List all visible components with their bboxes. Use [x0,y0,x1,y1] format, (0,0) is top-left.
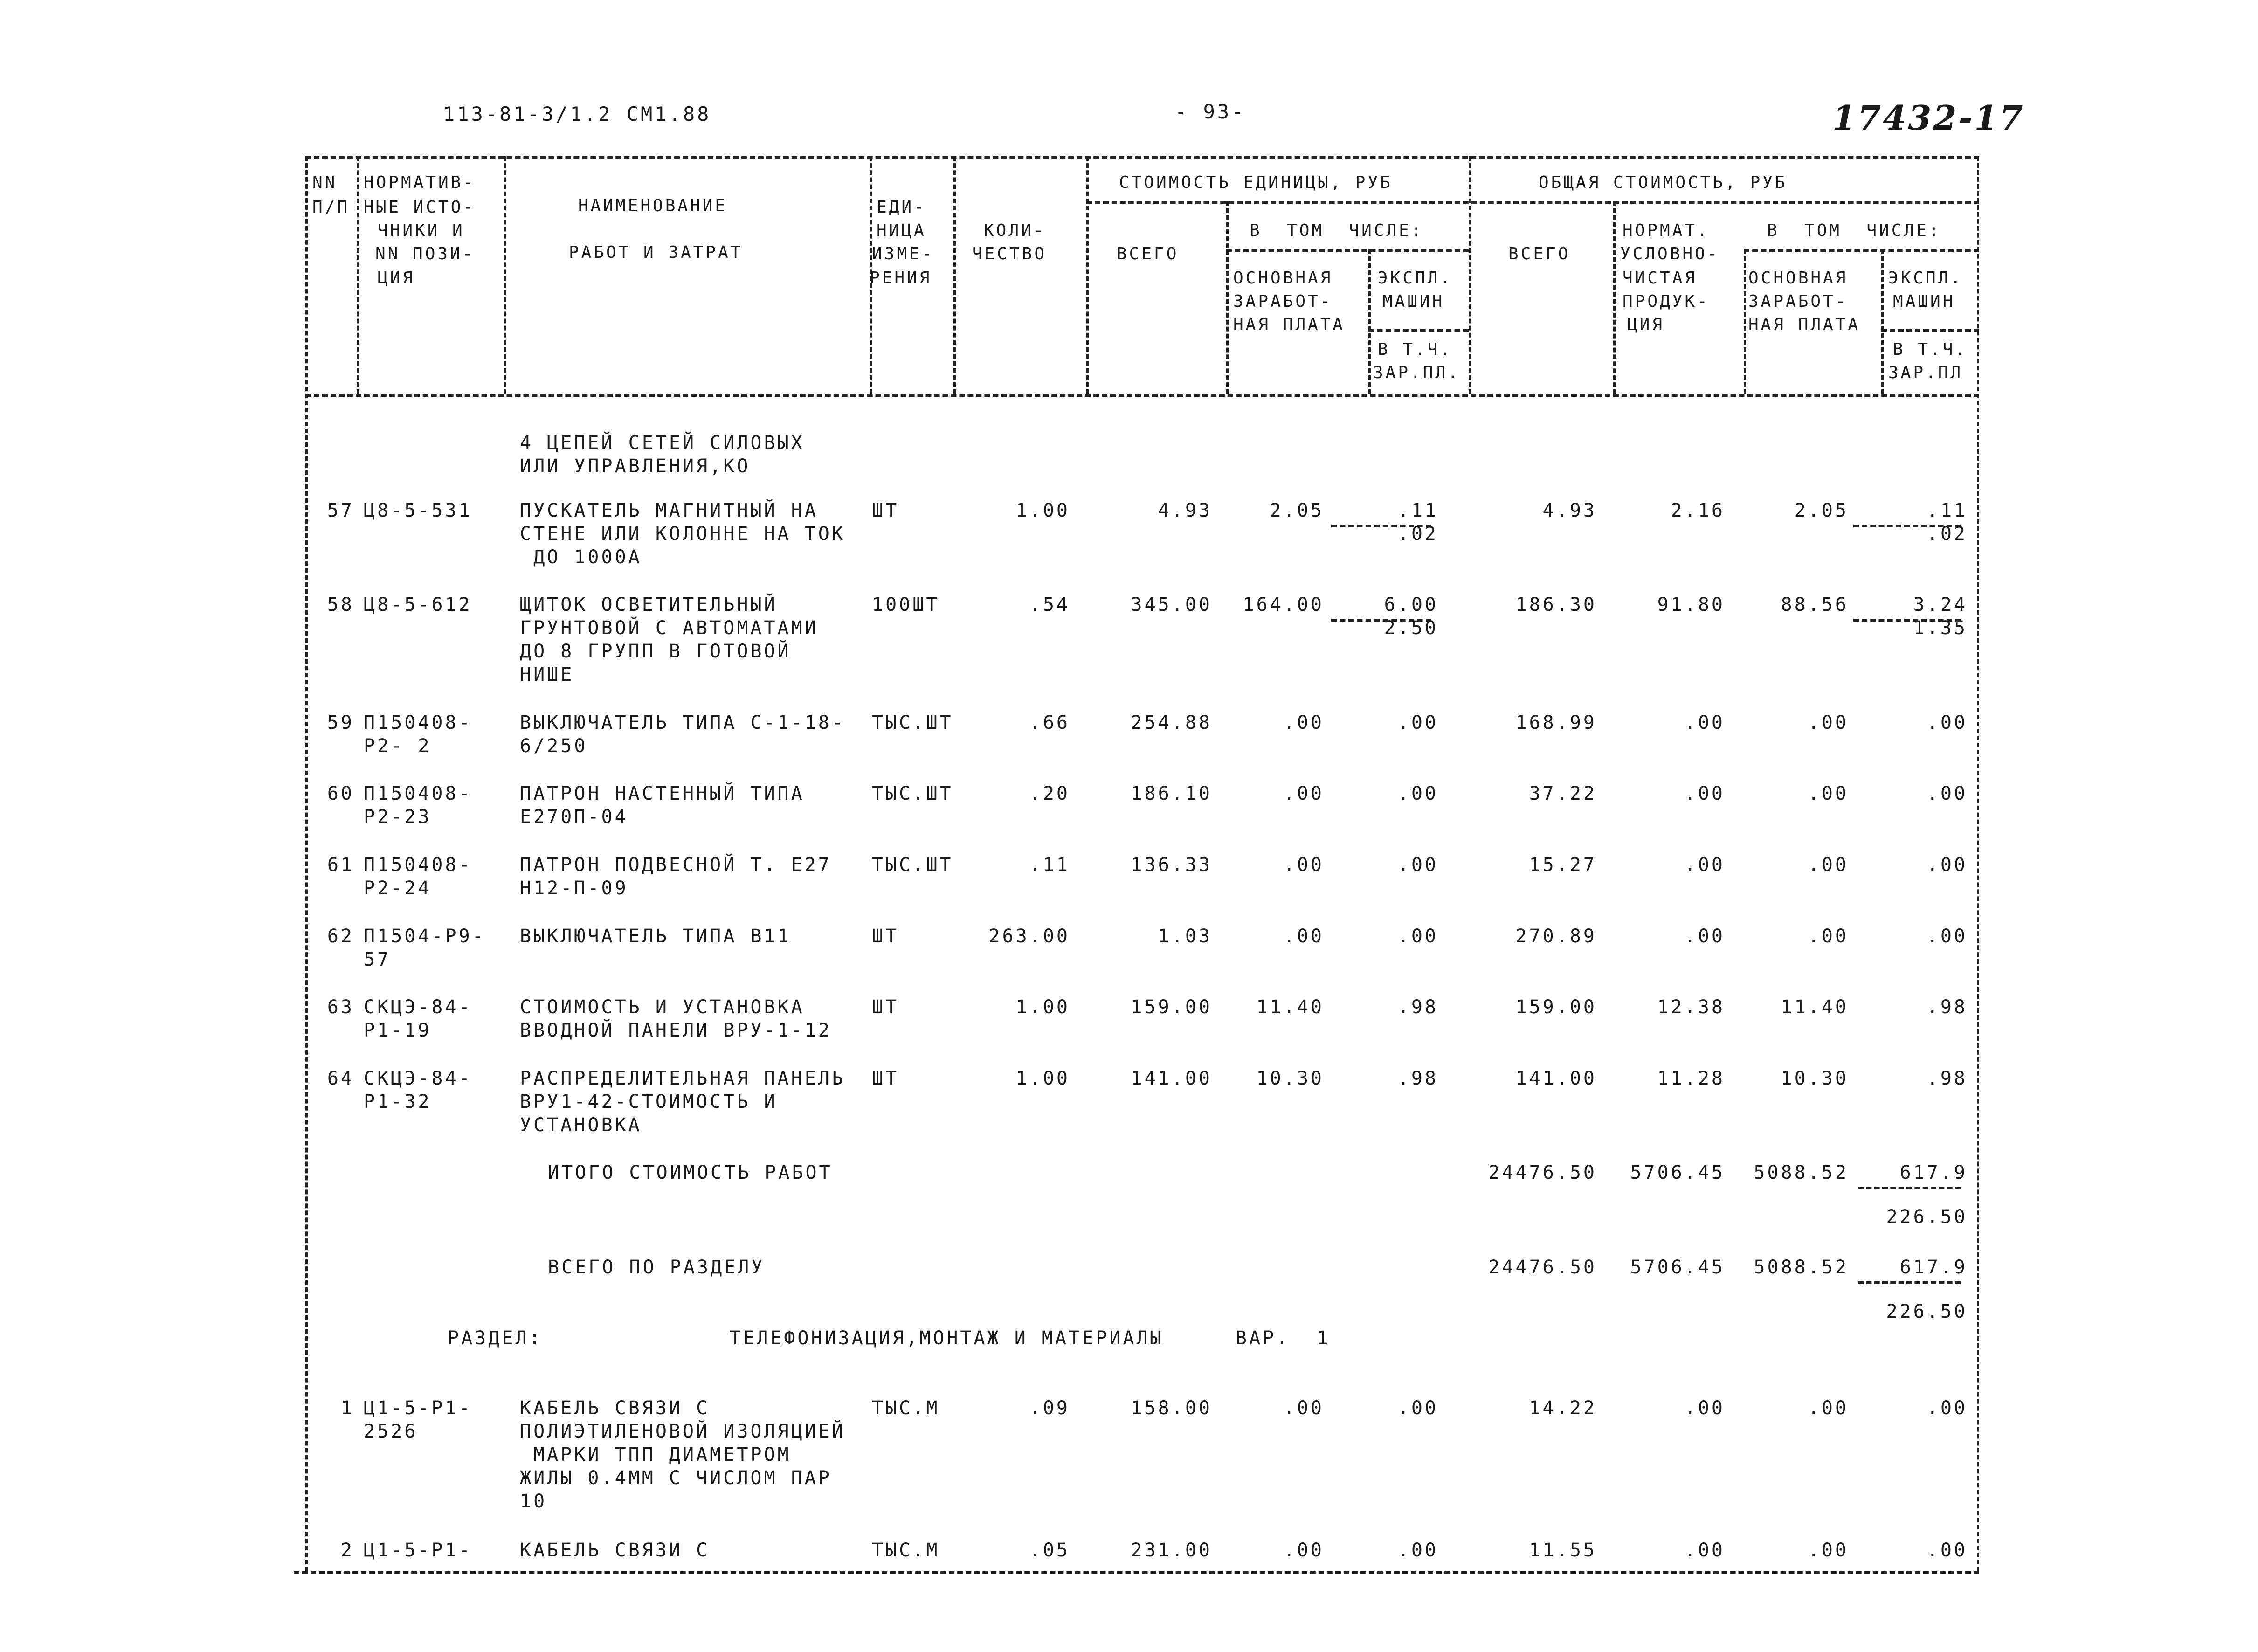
header-vtch-1: В Т.Ч. [1378,340,1453,359]
row-total-machines: .00 [1927,712,1968,733]
header-norm-a: НОРМАТ. [1623,221,1710,240]
row-unit-machines: .00 [1397,712,1438,733]
row-name: ДО 1000А [520,546,642,568]
section-label: РАЗДЕЛ: [448,1327,543,1349]
row-number: 62 [327,926,354,947]
row-total-wage: .00 [1808,1397,1849,1419]
row-unit-total: 254.88 [1131,712,1212,733]
header-tv: ВСЕГО [1508,244,1571,263]
row-name: ПУСКАТЕЛЬ МАГНИТНЫЙ НА [520,500,818,521]
row-number: 60 [327,783,354,804]
header-bottom-border [305,394,1979,397]
row-qty: .20 [1029,783,1070,804]
header-name-2: РАБОТ И ЗАТРАТ [569,243,743,262]
row-total: 168.99 [1515,712,1597,733]
row-name: ВЫКЛЮЧАТЕЛЬ ТИПА С-1-18- [520,712,845,733]
row-code: 57 [364,949,391,970]
row-unit-total: 186.10 [1131,783,1212,804]
row-code: Р1-19 [364,1020,432,1041]
row-unit-wage: .00 [1283,854,1324,876]
total-label: ВСЕГО ПО РАЗДЕЛУ [548,1257,765,1278]
header-norm-c: ЧИСТАЯ [1623,269,1698,288]
row-total-norm: .00 [1684,1397,1725,1419]
row-unit-machines: .00 [1397,783,1438,804]
header-norm-2: НЫЕ ИСТО- [364,198,476,217]
row-total-wage: 2.05 [1794,500,1849,521]
row-qty: .66 [1029,712,1070,733]
row-number: 59 [327,712,354,733]
row-qty: 1.00 [1015,500,1070,521]
row-unit: ТЫС.М [872,1540,940,1561]
header-osn-2b: ЗАРАБОТ- [1748,292,1848,311]
header-eksp-2: МАШИН [1382,292,1445,311]
row-total-norm: 2.16 [1671,500,1725,521]
row-name: ДО 8 ГРУПП В ГОТОВОЙ [520,641,791,662]
row-qty: 1.00 [1015,996,1070,1018]
row-total: 186.30 [1515,594,1597,615]
row-total-wage: 10.30 [1781,1068,1849,1089]
total-sum: 24476.50 [1488,1257,1597,1278]
row-unit: ШТ [872,500,899,521]
row-total: 4.93 [1542,500,1597,521]
header-unitcost: СТОИМОСТЬ ЕДИНИЦЫ, РУБ [1119,173,1393,192]
row-total: 37.22 [1529,783,1597,804]
table-left-border [305,156,308,1571]
row-unit-total: 4.93 [1158,500,1212,521]
row-total-wage: .00 [1808,1540,1849,1561]
row-total-machines: .98 [1927,996,1968,1018]
row-unit-machines-wage: .02 [1397,523,1438,545]
row-unit-total: 1.03 [1158,926,1212,947]
col-divider-qty [1086,156,1089,394]
total-machines: 617.9 [1899,1257,1968,1278]
row-name: 6/250 [520,735,588,757]
header-osn-1b: ОСНОВНАЯ [1748,269,1848,288]
row-total-machines-wage: 1.35 [1913,617,1968,639]
row-number: 58 [327,594,354,615]
section-title: ТЕЛЕФОНИЗАЦИЯ,МОНТАЖ И МАТЕРИАЛЫ [730,1327,1164,1349]
row-unit-wage: 2.05 [1270,500,1324,521]
row-unit-machines: .98 [1397,996,1438,1018]
vtom-divider-2 [1744,249,1979,252]
row-total-machines: .00 [1927,783,1968,804]
row-name: РАСПРЕДЕЛИТЕЛЬНАЯ ПАНЕЛЬ [520,1068,845,1089]
row-unit-wage: .00 [1283,1540,1324,1561]
row-total-wage: .00 [1808,783,1849,804]
row-unit-wage: .00 [1283,783,1324,804]
row-number: 1 [340,1397,354,1419]
row-number: 2 [340,1540,354,1561]
col-divider-total [1469,156,1471,394]
header-qty-2: ЧЕСТВО [972,244,1047,263]
row-code: Ц1-5-Р1- [364,1540,472,1561]
row-qty: .05 [1029,1540,1070,1561]
col-divider-to [1881,249,1884,394]
col-divider-tv [1613,201,1616,394]
header-norm-4: NN ПОЗИ- [375,244,475,263]
row-total: 141.00 [1515,1068,1597,1089]
header-osn-2: ЗАРАБОТ- [1233,292,1333,311]
row-total-norm: .00 [1684,926,1725,947]
row-name: МАРКИ ТПП ДИАМЕТРОМ [520,1444,791,1465]
row-total-machines-wage: .02 [1927,523,1968,545]
header-nn: NN [312,173,338,192]
vtom-divider [1226,249,1469,252]
header-norm-d: ПРОДУК- [1623,292,1710,311]
row-qty: .11 [1029,854,1070,876]
row-name: Н12-П-09 [520,878,628,899]
header-norm-5: ЦИЯ [378,269,415,288]
row-total-norm: 11.28 [1657,1068,1725,1089]
col-divider-uo [1368,249,1371,394]
row-unit: ТЫС.ШТ [872,854,953,876]
row-unit: 100ШТ [872,594,940,615]
row-unit-machines: .00 [1397,926,1438,947]
row-total-machines: .00 [1927,1397,1968,1419]
header-qty-1: КОЛИ- [984,221,1046,240]
total-machines-wage: 226.50 [1886,1206,1968,1228]
header-vtch-2b: ЗАР.ПЛ [1888,363,1963,382]
col-divider-unit [953,156,956,394]
row-name: КАБЕЛЬ СВЯЗИ С [520,1397,710,1419]
row-code: П150408- [364,854,472,876]
header-name-1: НАИМЕНОВАНИЕ [578,196,728,215]
row-unit-machines: .00 [1397,1397,1438,1419]
row-total-wage: .00 [1808,926,1849,947]
row-name: ЖИЛЫ 0.4ММ С ЧИСЛОМ ПАР [520,1467,832,1489]
row-number: 61 [327,854,354,876]
header-unit-4: РЕНИЯ [870,269,932,288]
header-pp: П/П [312,198,350,217]
row-unit: ТЫС.ШТ [872,712,953,733]
page-number: - 93- [1175,100,1246,123]
header-unit-2: НИЦА [877,221,926,240]
col-divider-tn [1744,249,1746,394]
row-name: ГРУНТОВОЙ С АВТОМАТАМИ [520,617,818,639]
row-total-norm: 91.80 [1657,594,1725,615]
header-osn-1: ОСНОВНАЯ [1233,269,1333,288]
total-sum: 24476.50 [1488,1162,1597,1183]
col-divider-no [357,156,359,394]
row-unit-total: 136.33 [1131,854,1212,876]
row-total: 15.27 [1529,854,1597,876]
row-name: КАБЕЛЬ СВЯЗИ С [520,1540,710,1561]
total-machines-wage: 226.50 [1886,1301,1968,1322]
row-total-norm: 12.38 [1657,996,1725,1018]
total-machines-divider [1858,1281,1961,1284]
row-name: ВВОДНОЙ ПАНЕЛИ ВРУ-1-12 [520,1020,832,1041]
header-eksp-2b: МАШИН [1893,292,1955,311]
row-total: 159.00 [1515,996,1597,1018]
header-eksp-1b: ЭКСПЛ. [1888,269,1963,288]
row-total-machines: .00 [1927,1540,1968,1561]
row-qty: 1.00 [1015,1068,1070,1089]
row-name: НИШЕ [520,664,574,685]
row-unit: ШТ [872,1068,899,1089]
row-unit-wage: 164.00 [1243,594,1324,615]
row-unit-wage: 11.40 [1256,996,1324,1018]
row-unit-machines: .98 [1397,1068,1438,1089]
row-unit-wage: 10.30 [1256,1068,1324,1089]
row-unit-wage: .00 [1283,1397,1324,1419]
row-unit-total: 159.00 [1131,996,1212,1018]
row-number: 57 [327,500,354,521]
total-norm: 5706.45 [1630,1257,1725,1278]
total-label: ИТОГО СТОИМОСТЬ РАБОТ [548,1162,833,1183]
table-top-border [305,156,1979,159]
row-name: ПОЛИЭТИЛЕНОВОЙ ИЗОЛЯЦИЕЙ [520,1421,845,1442]
row-code: П1504-Р9- [364,926,486,947]
row-total-machines: 3.24 [1913,594,1968,615]
row-name: ПАТРОН НАСТЕННЫЙ ТИПА [520,783,805,804]
row-unit-total: 158.00 [1131,1397,1212,1419]
total-norm: 5706.45 [1630,1162,1725,1183]
table-right-border [1977,156,1979,1571]
header-totalcost: ОБЩАЯ СТОИМОСТЬ, РУБ [1539,173,1788,192]
header-unit-3: ИЗМЕ- [872,244,934,263]
header-vtom-2: В ТОМ ЧИСЛЕ: [1767,221,1941,240]
row-name: Е270П-04 [520,806,628,828]
row-unit-total: 231.00 [1131,1540,1212,1561]
row-unit: ШТ [872,996,899,1018]
row-name: 10 [520,1491,547,1512]
row-total-norm: .00 [1684,783,1725,804]
row-qty: .54 [1029,594,1070,615]
row-total-machines: .11 [1927,500,1968,521]
row-code: Ц1-5-Р1- [364,1397,472,1419]
header-norm-b: УСЛОВНО- [1620,244,1720,263]
row-unit-machines: .00 [1397,1540,1438,1561]
row-total-wage: .00 [1808,854,1849,876]
row-code: СКЦЭ-84- [364,1068,472,1089]
row-code: Р2- 2 [364,735,432,757]
header-norm-1: НОРМАТИВ- [364,173,476,192]
row-number: 63 [327,996,354,1018]
row-name: ИЛИ УПРАВЛЕНИЯ,КО [520,456,751,477]
row-code: П150408- [364,712,472,733]
header-vtch-1b: В Т.Ч. [1893,340,1968,359]
row-name: СТОИМОСТЬ И УСТАНОВКА [520,996,805,1018]
row-number: 64 [327,1068,354,1089]
row-total: 11.55 [1529,1540,1597,1561]
header-vtom: В ТОМ ЧИСЛЕ: [1250,221,1424,240]
unitcost-divider [1086,201,1979,204]
row-total-wage: 11.40 [1781,996,1849,1018]
row-unit-wage: .00 [1283,712,1324,733]
col-divider-code [504,156,506,394]
row-unit: ТЫС.М [872,1397,940,1419]
row-name: УСТАНОВКА [520,1114,642,1136]
total-wage: 5088.52 [1754,1162,1849,1183]
row-unit-machines: .11 [1397,500,1438,521]
header-vtch-2: ЗАР.ПЛ. [1373,363,1460,382]
row-qty: 263.00 [988,926,1070,947]
header-unit-1: ЕДИ- [877,198,926,217]
eksp-divider [1368,329,1469,332]
header-osn-3: НАЯ ПЛАТА [1233,315,1346,334]
row-name: ПАТРОН ПОДВЕСНОЙ Т. Е27 [520,854,832,876]
row-code: П150408- [364,783,472,804]
row-unit: ШТ [872,926,899,947]
row-unit: ТЫС.ШТ [872,783,953,804]
row-code: Р2-23 [364,806,432,828]
header-uv: ВСЕГО [1117,244,1179,263]
row-total-machines: .98 [1927,1068,1968,1089]
row-name: 4 ЦЕПЕЙ СЕТЕЙ СИЛОВЫХ [520,432,805,454]
handwritten-number: 17432-17 [1832,98,2025,138]
row-unit-total: 345.00 [1131,594,1212,615]
row-unit-machines: 6.00 [1384,594,1438,615]
document-code: 113-81-3/1.2 СМ1.88 [443,103,711,125]
row-name: СТЕНЕ ИЛИ КОЛОННЕ НА ТОК [520,523,845,545]
total-wage: 5088.52 [1754,1257,1849,1278]
row-total: 14.22 [1529,1397,1597,1419]
row-name: ВЫКЛЮЧАТЕЛЬ ТИПА В11 [520,926,791,947]
row-total-norm: .00 [1684,854,1725,876]
header-norm-e: ЦИЯ [1627,315,1665,334]
row-code: Ц8-5-531 [364,500,472,521]
row-total-wage: .00 [1808,712,1849,733]
table-bottom-border [294,1571,1979,1574]
header-norm-3: ЧНИКИ И [378,221,465,240]
row-code: Р1-32 [364,1091,432,1113]
row-code: 2526 [364,1421,418,1442]
row-unit-wage: .00 [1283,926,1324,947]
row-total-machines: .00 [1927,854,1968,876]
row-code: Ц8-5-612 [364,594,472,615]
eksp-divider-2 [1881,329,1979,332]
row-unit-machines: .00 [1397,854,1438,876]
total-machines-divider [1858,1187,1961,1189]
row-code: СКЦЭ-84- [364,996,472,1018]
header-eksp-1: ЭКСПЛ. [1378,269,1453,288]
row-total-machines: .00 [1927,926,1968,947]
row-name: ЩИТОК ОСВЕТИТЕЛЬНЫЙ [520,594,778,615]
row-total-wage: 88.56 [1781,594,1849,615]
section-variant: ВАР. 1 [1236,1327,1331,1349]
row-qty: .09 [1029,1397,1070,1419]
header-osn-3b: НАЯ ПЛАТА [1748,315,1861,334]
row-total-norm: .00 [1684,712,1725,733]
col-divider-uv [1226,201,1229,394]
row-total-norm: .00 [1684,1540,1725,1561]
row-unit-machines-wage: 2.50 [1384,617,1438,639]
row-name: ВРУ1-42-СТОИМОСТЬ И [520,1091,778,1113]
total-machines: 617.9 [1899,1162,1968,1183]
row-unit-total: 141.00 [1131,1068,1212,1089]
row-code: Р2-24 [364,878,432,899]
row-total: 270.89 [1515,926,1597,947]
